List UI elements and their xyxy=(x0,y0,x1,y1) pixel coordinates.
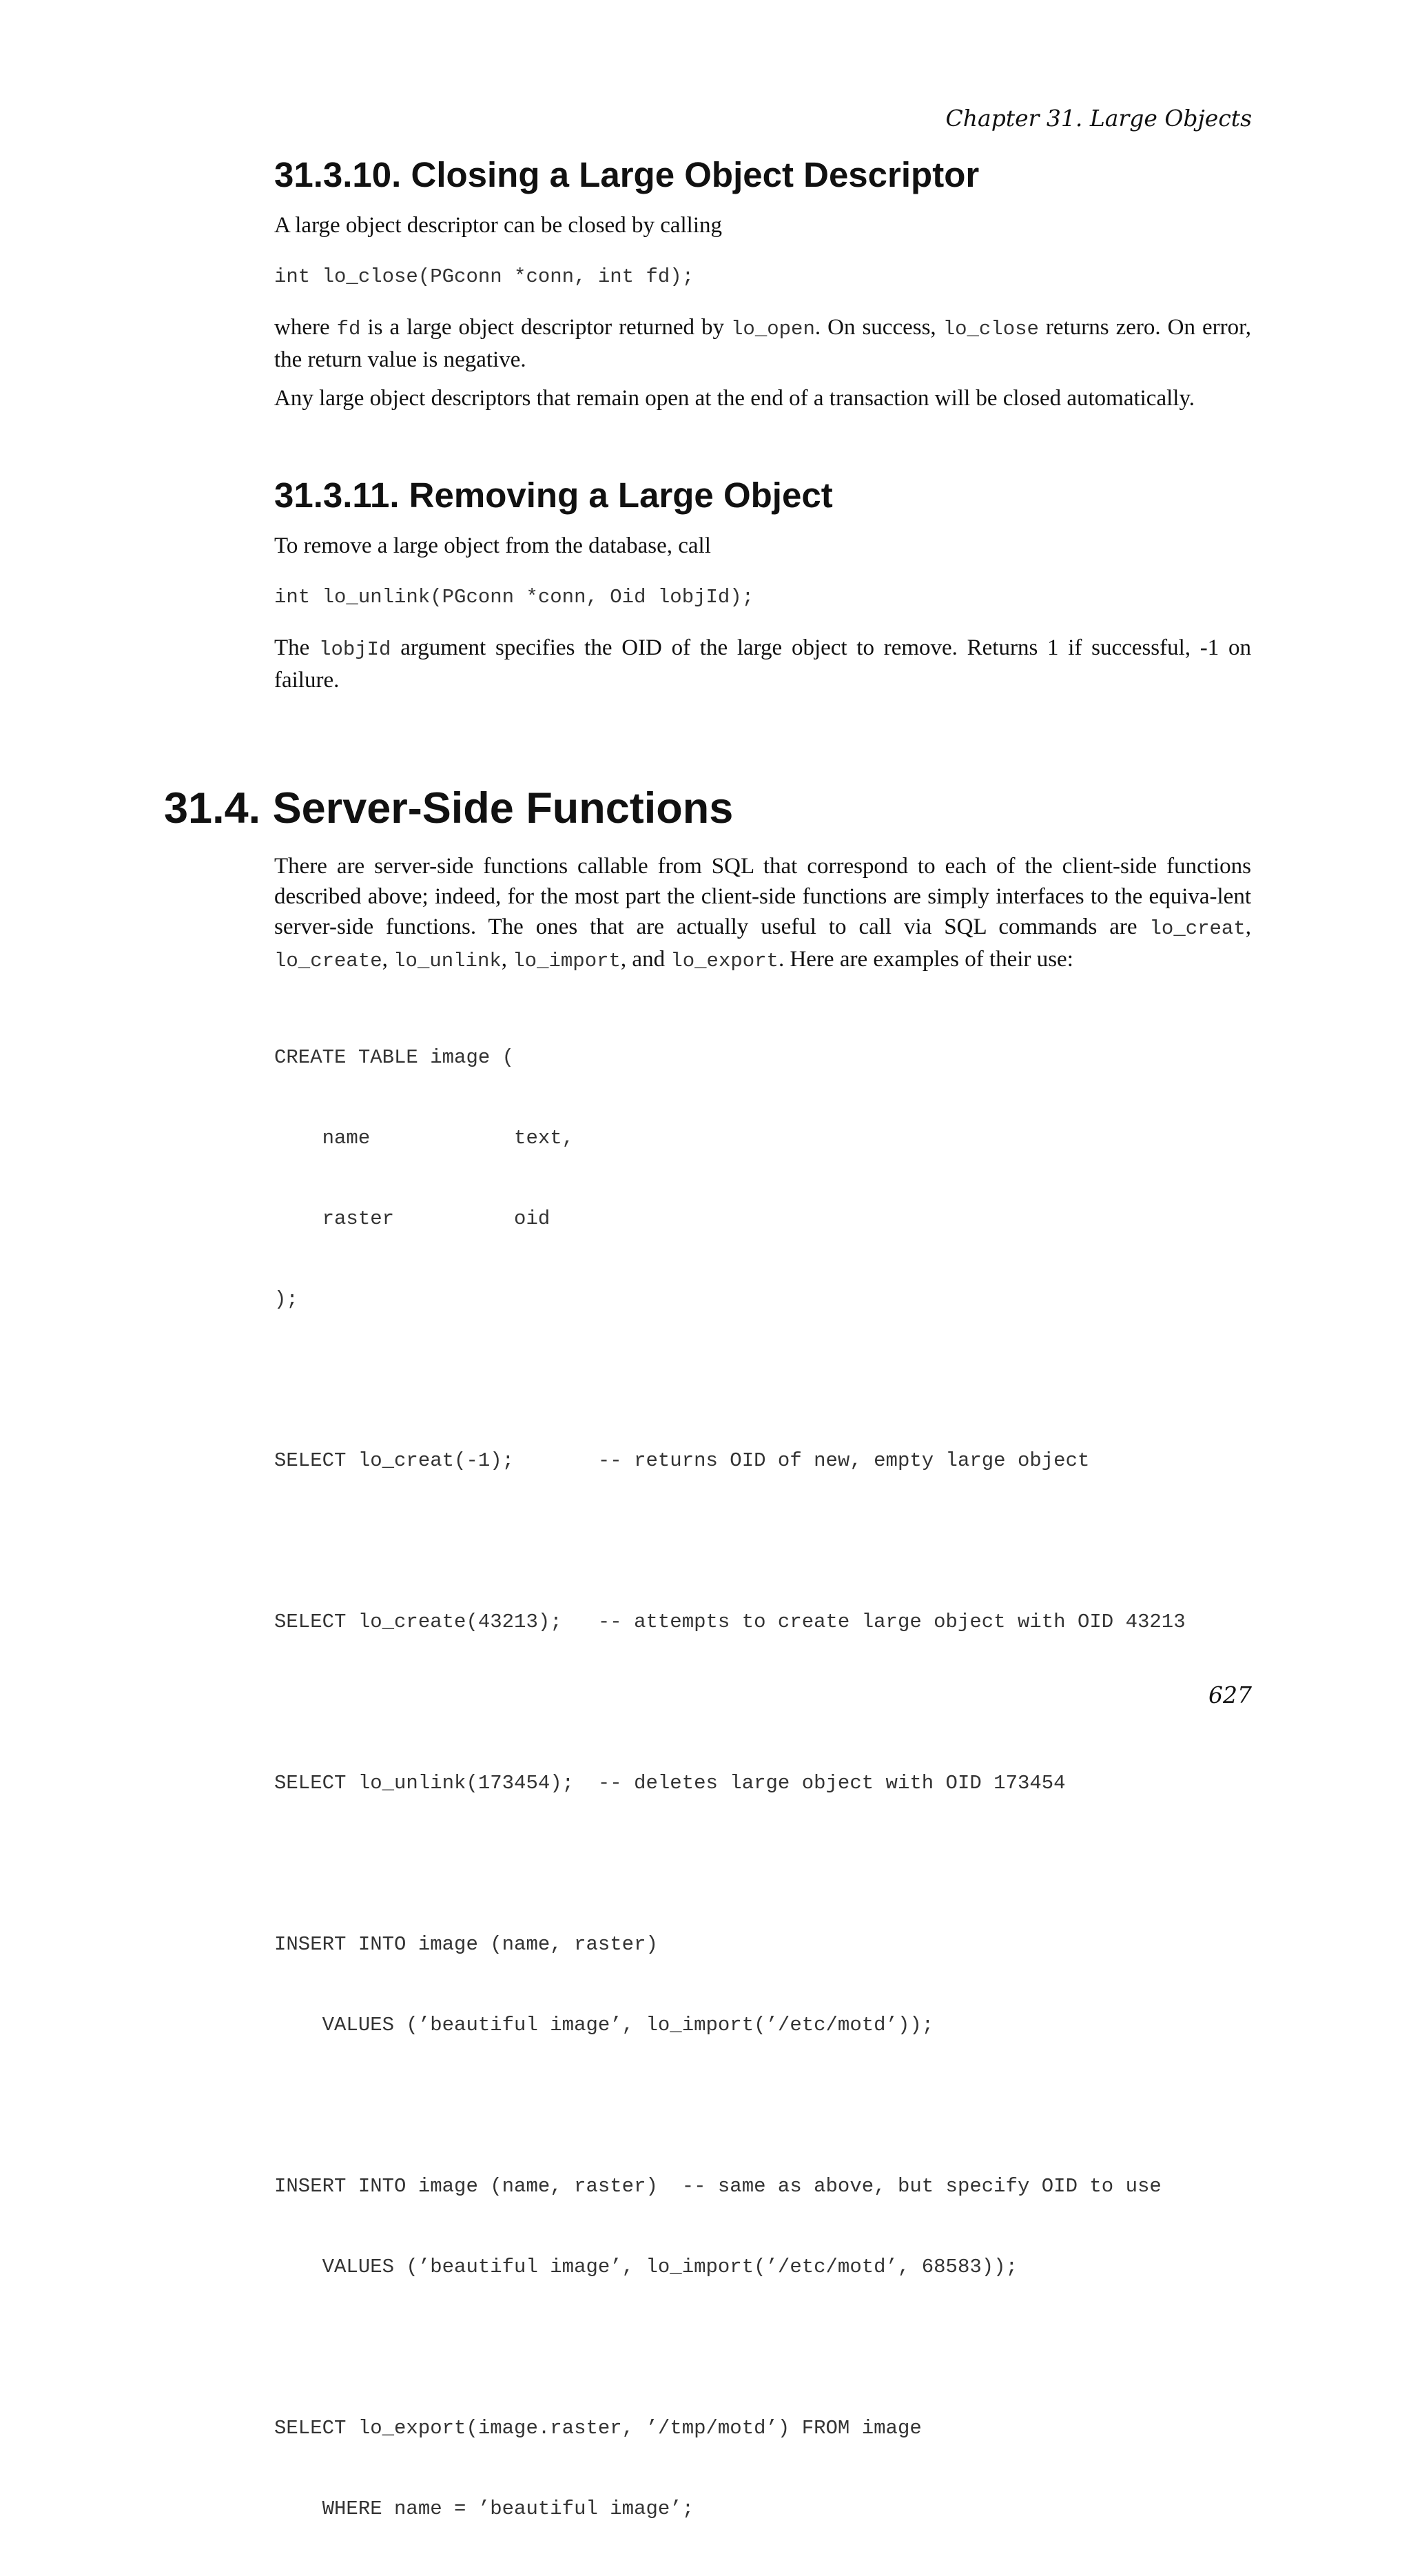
inline-code-lo-unlink: lo_unlink xyxy=(393,950,502,972)
code-line: CREATE TABLE image ( xyxy=(274,1046,515,1069)
code-line: SELECT lo_export(image.raster, ’/tmp/motd’) FROM image xyxy=(274,2417,922,2440)
code-line: SELECT lo_unlink(173454); -- deletes large object with OID 173454 xyxy=(274,1772,1066,1795)
inline-code-lo-export: lo_export xyxy=(670,950,779,972)
code-line xyxy=(274,1367,1186,1393)
paragraph-unlink-description: The lobjId argument specifies the OID of the large object to remove. Returns 1 if successful, -1 on failure. xyxy=(274,635,1251,693)
section-heading-31-4: 31.4. Server-Side Functions xyxy=(164,784,734,832)
code-lo-close-signature: int lo_close(PGconn *conn, int fd); xyxy=(274,265,694,288)
paragraph-unlink-intro: To remove a large object from the database, call xyxy=(274,533,711,558)
inline-code-lo-creat: lo_creat xyxy=(1149,917,1246,940)
code-line: INSERT INTO image (name, raster) -- same as above, but specify OID to use xyxy=(274,2175,1162,2198)
code-line: VALUES (’beautiful image’, lo_import(’/etc/motd’, 68583)); xyxy=(274,2256,1018,2278)
sql-example-code-block xyxy=(274,990,1186,2576)
code-line: SELECT lo_create(43213); -- attempts to create large object with OID 43213 xyxy=(274,1611,1186,1633)
code-lo-unlink-signature: int lo_unlink(PGconn *conn, Oid lobjId); xyxy=(274,586,754,609)
code-line: raster oid xyxy=(274,1207,550,1230)
inline-code-lo-close: lo_close xyxy=(943,318,1039,340)
inline-code-lo-open: lo_open xyxy=(731,318,815,340)
inline-code-lo-create: lo_create xyxy=(274,950,382,972)
code-line xyxy=(274,1689,1186,1716)
paragraph-close-description: where fd is a large object descriptor returned by lo_open. On success, lo_close returns zero. On error, the return value is negative. xyxy=(274,315,1251,372)
page-number: 627 xyxy=(1208,1681,1252,1708)
paragraph-server-side-functions: There are server-side functions callable from SQL that correspond to each of the client-side functions described above; indeed, for the most part the client-side functions are simply interfaces to the equiva-lent server-side functions. The ones that are actually useful to call via SQL commands are lo_creat, lo_create, lo_unlink, lo_import, and lo_export. Here are examples of their use: xyxy=(274,854,1251,972)
code-line: VALUES (’beautiful image’, lo_import(’/etc/motd’)); xyxy=(274,2014,934,2036)
code-line xyxy=(274,1850,1186,1877)
code-line: ); xyxy=(274,1288,298,1311)
section-heading-31-3-10: 31.3.10. Closing a Large Object Descriptor xyxy=(274,155,980,194)
code-line: name text, xyxy=(274,1127,575,1149)
section-heading-31-3-11: 31.3.11. Removing a Large Object xyxy=(274,476,833,515)
code-line xyxy=(274,2092,1186,2119)
inline-code-lobjid: lobjId xyxy=(319,638,391,661)
paragraph-close-intro: A large object descriptor can be closed by calling xyxy=(274,213,722,238)
running-header: Chapter 31. Large Objects xyxy=(945,105,1252,132)
code-line xyxy=(274,1528,1186,1555)
inline-code-lo-import: lo_import xyxy=(513,950,621,972)
code-line xyxy=(274,2334,1186,2361)
code-line: SELECT lo_creat(-1); -- returns OID of new, empty large object xyxy=(274,1449,1090,1472)
code-line: INSERT INTO image (name, raster) xyxy=(274,1933,658,1956)
paragraph-close-note: Any large object descriptors that remain open at the end of a transaction will be closed automatically. xyxy=(274,386,1195,411)
code-line: WHERE name = ’beautiful image’; xyxy=(274,2497,694,2520)
inline-code-fd: fd xyxy=(336,318,361,340)
